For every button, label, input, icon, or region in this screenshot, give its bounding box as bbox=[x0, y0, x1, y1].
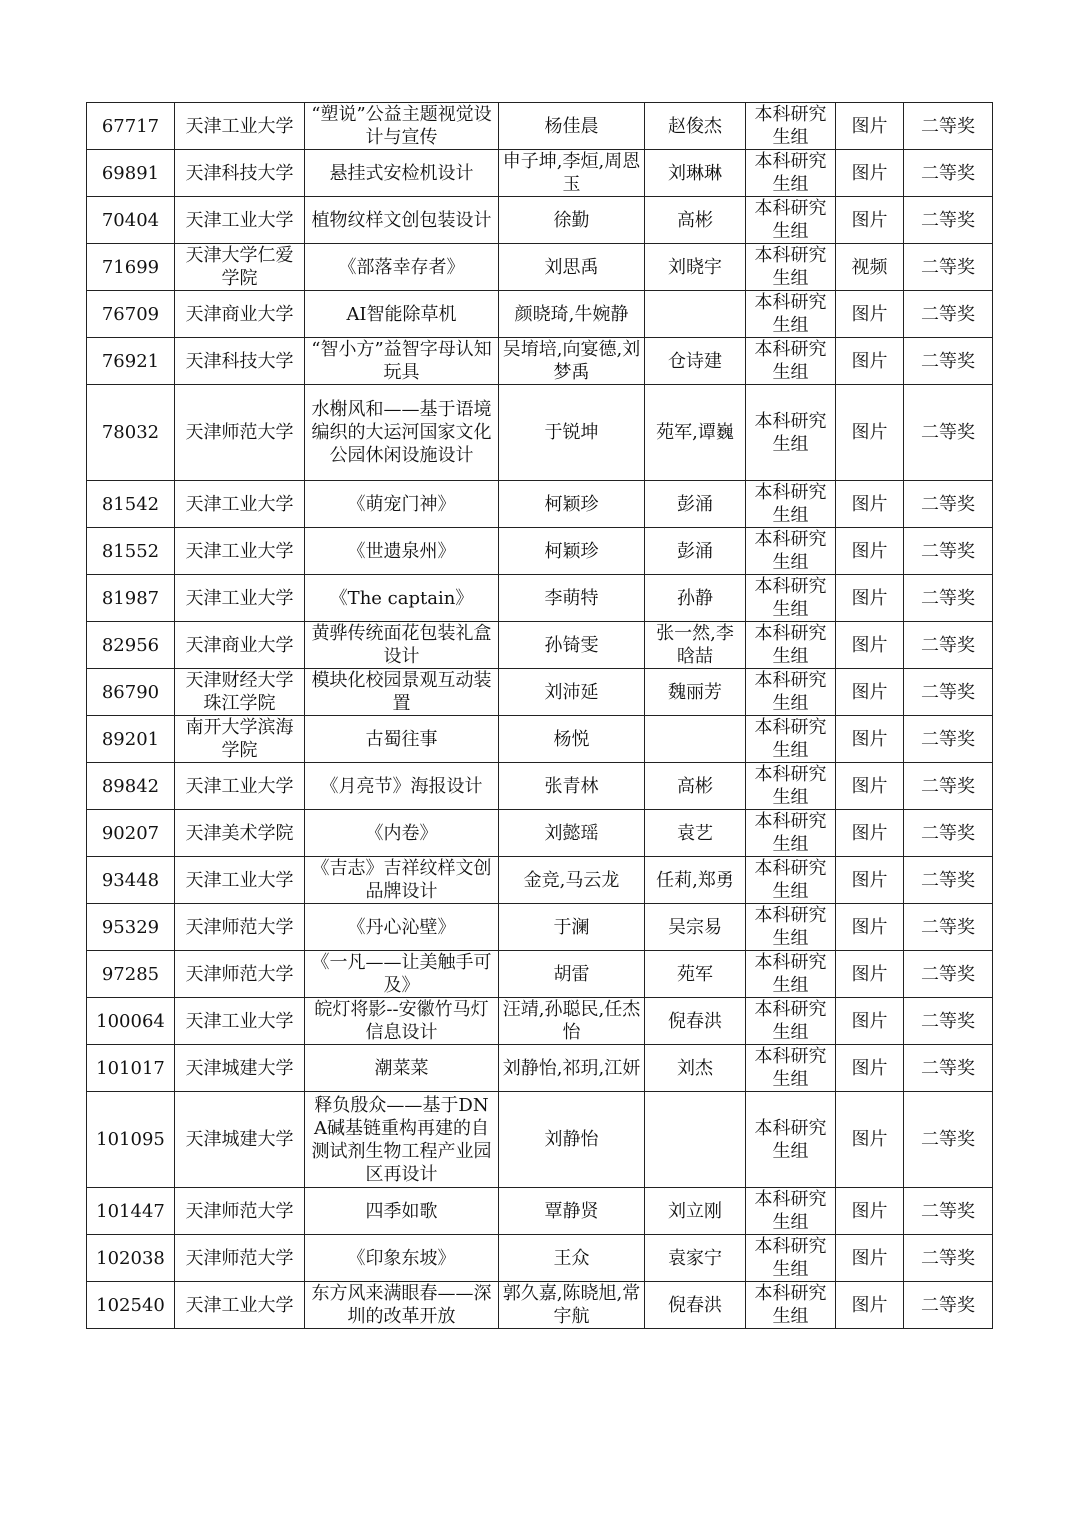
award-cell: 二等奖 bbox=[904, 1235, 993, 1282]
table-row bbox=[87, 150, 993, 197]
work-title-cell: 《一凡——让美触手可及》 bbox=[305, 951, 499, 998]
award-cell: 二等奖 bbox=[904, 385, 993, 481]
group-cell: 本科研究生组 bbox=[746, 669, 836, 716]
media-type-cell: 图片 bbox=[836, 1045, 904, 1092]
work-title-cell: 植物纹样文创包装设计 bbox=[305, 197, 499, 244]
award-cell: 二等奖 bbox=[904, 1092, 993, 1188]
table-row bbox=[87, 103, 993, 150]
group-cell: 本科研究生组 bbox=[746, 291, 836, 338]
award-cell: 二等奖 bbox=[904, 481, 993, 528]
group-cell: 本科研究生组 bbox=[746, 338, 836, 385]
award-cell: 二等奖 bbox=[904, 1045, 993, 1092]
media-type-cell: 图片 bbox=[836, 575, 904, 622]
media-type-cell: 图片 bbox=[836, 338, 904, 385]
group-cell: 本科研究生组 bbox=[746, 244, 836, 291]
authors-cell: 金竞,马云龙 bbox=[499, 857, 645, 904]
media-type-cell: 图片 bbox=[836, 763, 904, 810]
media-type-cell: 图片 bbox=[836, 998, 904, 1045]
work-title-cell: 释负殷众——基于DNA碱基链重构再建的自测试剂生物工程产业园区再设计 bbox=[305, 1092, 499, 1188]
table-row bbox=[87, 904, 993, 951]
work-title-cell: 《内卷》 bbox=[305, 810, 499, 857]
group-cell: 本科研究生组 bbox=[746, 103, 836, 150]
work-title-cell: 黄骅传统面花包装礼盒设计 bbox=[305, 622, 499, 669]
media-type-cell: 图片 bbox=[836, 810, 904, 857]
school-cell: 天津工业大学 bbox=[175, 998, 305, 1045]
work-title-cell: 《The captain》 bbox=[305, 575, 499, 622]
award-cell: 二等奖 bbox=[904, 904, 993, 951]
entry-id-cell: 93448 bbox=[87, 857, 175, 904]
entry-id-cell: 69891 bbox=[87, 150, 175, 197]
advisors-cell bbox=[645, 291, 746, 338]
advisors-cell: 刘杰 bbox=[645, 1045, 746, 1092]
work-title-cell: “塑说”公益主题视觉设计与宣传 bbox=[305, 103, 499, 150]
table-row bbox=[87, 1188, 993, 1235]
table-row bbox=[87, 716, 993, 763]
group-cell: 本科研究生组 bbox=[746, 385, 836, 481]
work-title-cell: 《丹心沁壁》 bbox=[305, 904, 499, 951]
award-cell: 二等奖 bbox=[904, 622, 993, 669]
school-cell: 天津师范大学 bbox=[175, 1235, 305, 1282]
media-type-cell: 图片 bbox=[836, 1188, 904, 1235]
work-title-cell: 潮菜菜 bbox=[305, 1045, 499, 1092]
group-cell: 本科研究生组 bbox=[746, 1045, 836, 1092]
advisors-cell: 倪春洪 bbox=[645, 1282, 746, 1329]
award-cell: 二等奖 bbox=[904, 998, 993, 1045]
advisors-cell: 袁家宁 bbox=[645, 1235, 746, 1282]
entry-id-cell: 101017 bbox=[87, 1045, 175, 1092]
advisors-cell: 吴宗易 bbox=[645, 904, 746, 951]
media-type-cell: 图片 bbox=[836, 197, 904, 244]
school-cell: 天津财经大学珠江学院 bbox=[175, 669, 305, 716]
school-cell: 天津大学仁爱学院 bbox=[175, 244, 305, 291]
authors-cell: 于锐坤 bbox=[499, 385, 645, 481]
entry-id-cell: 102540 bbox=[87, 1282, 175, 1329]
school-cell: 天津师范大学 bbox=[175, 904, 305, 951]
table-row bbox=[87, 998, 993, 1045]
table-row bbox=[87, 244, 993, 291]
award-cell: 二等奖 bbox=[904, 857, 993, 904]
award-cell: 二等奖 bbox=[904, 150, 993, 197]
school-cell: 天津科技大学 bbox=[175, 338, 305, 385]
table-row bbox=[87, 528, 993, 575]
entry-id-cell: 82956 bbox=[87, 622, 175, 669]
award-cell: 二等奖 bbox=[904, 244, 993, 291]
award-cell: 二等奖 bbox=[904, 291, 993, 338]
entry-id-cell: 78032 bbox=[87, 385, 175, 481]
authors-cell: 张青林 bbox=[499, 763, 645, 810]
group-cell: 本科研究生组 bbox=[746, 857, 836, 904]
advisors-cell bbox=[645, 716, 746, 763]
advisors-cell: 苑军 bbox=[645, 951, 746, 998]
advisors-cell: 高彬 bbox=[645, 197, 746, 244]
work-title-cell: 水榭风和——基于语境编织的大运河国家文化公园休闲设施设计 bbox=[305, 385, 499, 481]
advisors-cell: 孙静 bbox=[645, 575, 746, 622]
table-row bbox=[87, 1092, 993, 1188]
entry-id-cell: 81552 bbox=[87, 528, 175, 575]
table-row bbox=[87, 481, 993, 528]
authors-cell: 杨悦 bbox=[499, 716, 645, 763]
group-cell: 本科研究生组 bbox=[746, 904, 836, 951]
school-cell: 天津工业大学 bbox=[175, 197, 305, 244]
group-cell: 本科研究生组 bbox=[746, 1092, 836, 1188]
entry-id-cell: 101095 bbox=[87, 1092, 175, 1188]
authors-cell: 徐勤 bbox=[499, 197, 645, 244]
authors-cell: 刘沛延 bbox=[499, 669, 645, 716]
school-cell: 天津工业大学 bbox=[175, 481, 305, 528]
school-cell: 天津师范大学 bbox=[175, 951, 305, 998]
authors-cell: 颜晓琦,牛婉静 bbox=[499, 291, 645, 338]
entry-id-cell: 90207 bbox=[87, 810, 175, 857]
group-cell: 本科研究生组 bbox=[746, 575, 836, 622]
table-row bbox=[87, 622, 993, 669]
table-row bbox=[87, 857, 993, 904]
school-cell: 天津商业大学 bbox=[175, 622, 305, 669]
advisors-cell: 魏丽芳 bbox=[645, 669, 746, 716]
school-cell: 天津工业大学 bbox=[175, 1282, 305, 1329]
award-cell: 二等奖 bbox=[904, 103, 993, 150]
work-title-cell: 东方风来满眼春——深圳的改革开放 bbox=[305, 1282, 499, 1329]
media-type-cell: 图片 bbox=[836, 669, 904, 716]
entry-id-cell: 70404 bbox=[87, 197, 175, 244]
work-title-cell: 四季如歌 bbox=[305, 1188, 499, 1235]
authors-cell: 王众 bbox=[499, 1235, 645, 1282]
work-title-cell: “智小方”益智字母认知玩具 bbox=[305, 338, 499, 385]
work-title-cell: AI智能除草机 bbox=[305, 291, 499, 338]
group-cell: 本科研究生组 bbox=[746, 1235, 836, 1282]
table-row bbox=[87, 1045, 993, 1092]
entry-id-cell: 76709 bbox=[87, 291, 175, 338]
entry-id-cell: 71699 bbox=[87, 244, 175, 291]
media-type-cell: 图片 bbox=[836, 103, 904, 150]
school-cell: 天津科技大学 bbox=[175, 150, 305, 197]
group-cell: 本科研究生组 bbox=[746, 810, 836, 857]
award-cell: 二等奖 bbox=[904, 669, 993, 716]
entry-id-cell: 95329 bbox=[87, 904, 175, 951]
awards-table bbox=[86, 102, 993, 1329]
group-cell: 本科研究生组 bbox=[746, 150, 836, 197]
media-type-cell: 图片 bbox=[836, 622, 904, 669]
authors-cell: 覃静贤 bbox=[499, 1188, 645, 1235]
authors-cell: 孙锜雯 bbox=[499, 622, 645, 669]
advisors-cell: 赵俊杰 bbox=[645, 103, 746, 150]
school-cell: 天津师范大学 bbox=[175, 1188, 305, 1235]
group-cell: 本科研究生组 bbox=[746, 951, 836, 998]
group-cell: 本科研究生组 bbox=[746, 197, 836, 244]
school-cell: 南开大学滨海学院 bbox=[175, 716, 305, 763]
table-row bbox=[87, 763, 993, 810]
group-cell: 本科研究生组 bbox=[746, 763, 836, 810]
media-type-cell: 图片 bbox=[836, 1235, 904, 1282]
authors-cell: 刘静怡,祁玥,江妍 bbox=[499, 1045, 645, 1092]
advisors-cell bbox=[645, 1092, 746, 1188]
authors-cell: 申子坤,李烜,周恩玉 bbox=[499, 150, 645, 197]
school-cell: 天津美术学院 bbox=[175, 810, 305, 857]
work-title-cell: 古蜀往事 bbox=[305, 716, 499, 763]
media-type-cell: 图片 bbox=[836, 385, 904, 481]
advisors-cell: 张一然,李晗喆 bbox=[645, 622, 746, 669]
school-cell: 天津工业大学 bbox=[175, 575, 305, 622]
group-cell: 本科研究生组 bbox=[746, 998, 836, 1045]
media-type-cell: 图片 bbox=[836, 150, 904, 197]
award-cell: 二等奖 bbox=[904, 810, 993, 857]
authors-cell: 刘懿瑶 bbox=[499, 810, 645, 857]
school-cell: 天津工业大学 bbox=[175, 528, 305, 575]
table-row bbox=[87, 1282, 993, 1329]
advisors-cell: 彭涌 bbox=[645, 528, 746, 575]
entry-id-cell: 81987 bbox=[87, 575, 175, 622]
authors-cell: 胡雷 bbox=[499, 951, 645, 998]
school-cell: 天津工业大学 bbox=[175, 103, 305, 150]
entry-id-cell: 89842 bbox=[87, 763, 175, 810]
authors-cell: 李萌特 bbox=[499, 575, 645, 622]
media-type-cell: 图片 bbox=[836, 716, 904, 763]
table-row bbox=[87, 810, 993, 857]
award-cell: 二等奖 bbox=[904, 763, 993, 810]
authors-cell: 柯颖珍 bbox=[499, 481, 645, 528]
authors-cell: 于澜 bbox=[499, 904, 645, 951]
entry-id-cell: 102038 bbox=[87, 1235, 175, 1282]
media-type-cell: 图片 bbox=[836, 1282, 904, 1329]
table-row bbox=[87, 291, 993, 338]
group-cell: 本科研究生组 bbox=[746, 481, 836, 528]
media-type-cell: 图片 bbox=[836, 528, 904, 575]
school-cell: 天津商业大学 bbox=[175, 291, 305, 338]
table-row bbox=[87, 338, 993, 385]
media-type-cell: 图片 bbox=[836, 1092, 904, 1188]
award-cell: 二等奖 bbox=[904, 197, 993, 244]
media-type-cell: 图片 bbox=[836, 951, 904, 998]
award-cell: 二等奖 bbox=[904, 1188, 993, 1235]
entry-id-cell: 100064 bbox=[87, 998, 175, 1045]
entry-id-cell: 89201 bbox=[87, 716, 175, 763]
entry-id-cell: 101447 bbox=[87, 1188, 175, 1235]
school-cell: 天津工业大学 bbox=[175, 763, 305, 810]
work-title-cell: 《吉志》吉祥纹样文创品牌设计 bbox=[305, 857, 499, 904]
advisors-cell: 袁艺 bbox=[645, 810, 746, 857]
media-type-cell: 图片 bbox=[836, 857, 904, 904]
award-cell: 二等奖 bbox=[904, 528, 993, 575]
group-cell: 本科研究生组 bbox=[746, 1188, 836, 1235]
table-row bbox=[87, 669, 993, 716]
advisors-cell: 任莉,郑勇 bbox=[645, 857, 746, 904]
work-title-cell: 《萌宠门神》 bbox=[305, 481, 499, 528]
school-cell: 天津城建大学 bbox=[175, 1092, 305, 1188]
work-title-cell: 《世遗泉州》 bbox=[305, 528, 499, 575]
authors-cell: 汪靖,孙聪民,任杰怡 bbox=[499, 998, 645, 1045]
media-type-cell: 视频 bbox=[836, 244, 904, 291]
table-row bbox=[87, 385, 993, 481]
group-cell: 本科研究生组 bbox=[746, 622, 836, 669]
advisors-cell: 倪春洪 bbox=[645, 998, 746, 1045]
entry-id-cell: 97285 bbox=[87, 951, 175, 998]
award-cell: 二等奖 bbox=[904, 338, 993, 385]
authors-cell: 刘静怡 bbox=[499, 1092, 645, 1188]
table-row bbox=[87, 575, 993, 622]
authors-cell: 吴堉培,向宴德,刘梦禹 bbox=[499, 338, 645, 385]
work-title-cell: 《印象东坡》 bbox=[305, 1235, 499, 1282]
table-row bbox=[87, 1235, 993, 1282]
advisors-cell: 刘晓宇 bbox=[645, 244, 746, 291]
work-title-cell: 皖灯将影--安徽竹马灯信息设计 bbox=[305, 998, 499, 1045]
authors-cell: 柯颖珍 bbox=[499, 528, 645, 575]
award-cell: 二等奖 bbox=[904, 1282, 993, 1329]
work-title-cell: 悬挂式安检机设计 bbox=[305, 150, 499, 197]
advisors-cell: 苑军,谭巍 bbox=[645, 385, 746, 481]
advisors-cell: 刘琳琳 bbox=[645, 150, 746, 197]
advisors-cell: 高彬 bbox=[645, 763, 746, 810]
work-title-cell: 《月亮节》海报设计 bbox=[305, 763, 499, 810]
table-row bbox=[87, 197, 993, 244]
entry-id-cell: 76921 bbox=[87, 338, 175, 385]
award-cell: 二等奖 bbox=[904, 716, 993, 763]
entry-id-cell: 67717 bbox=[87, 103, 175, 150]
advisors-cell: 仓诗建 bbox=[645, 338, 746, 385]
school-cell: 天津工业大学 bbox=[175, 857, 305, 904]
table-row bbox=[87, 951, 993, 998]
entry-id-cell: 86790 bbox=[87, 669, 175, 716]
group-cell: 本科研究生组 bbox=[746, 528, 836, 575]
media-type-cell: 图片 bbox=[836, 291, 904, 338]
work-title-cell: 模块化校园景观互动装置 bbox=[305, 669, 499, 716]
award-cell: 二等奖 bbox=[904, 951, 993, 998]
advisors-cell: 彭涌 bbox=[645, 481, 746, 528]
authors-cell: 刘思禹 bbox=[499, 244, 645, 291]
group-cell: 本科研究生组 bbox=[746, 716, 836, 763]
media-type-cell: 图片 bbox=[836, 904, 904, 951]
media-type-cell: 图片 bbox=[836, 481, 904, 528]
school-cell: 天津城建大学 bbox=[175, 1045, 305, 1092]
authors-cell: 杨佳晨 bbox=[499, 103, 645, 150]
work-title-cell: 《部落幸存者》 bbox=[305, 244, 499, 291]
school-cell: 天津师范大学 bbox=[175, 385, 305, 481]
authors-cell: 郭久嘉,陈晓旭,常宇航 bbox=[499, 1282, 645, 1329]
entry-id-cell: 81542 bbox=[87, 481, 175, 528]
advisors-cell: 刘立刚 bbox=[645, 1188, 746, 1235]
award-cell: 二等奖 bbox=[904, 575, 993, 622]
group-cell: 本科研究生组 bbox=[746, 1282, 836, 1329]
